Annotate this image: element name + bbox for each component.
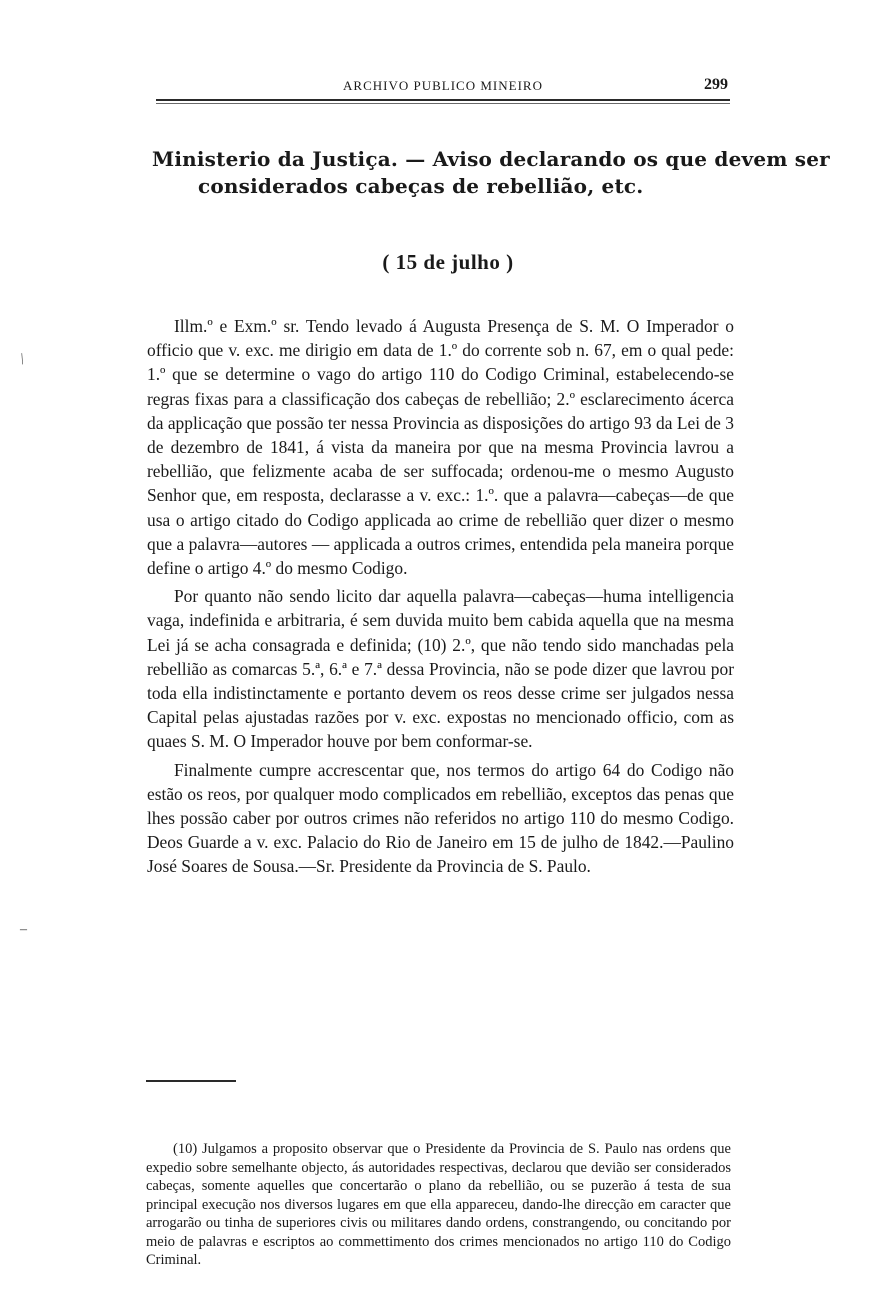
- running-header: [158, 78, 728, 98]
- body-paragraph: Finalmente cumpre accrescentar que, nos termos do artigo 64 do Codigo não estão os reos, por qualquer modo complicados em rebellião, exceptos das penas que lhes possão caber por outros crimes não referidos no artigo 110 do mesmo Codigo. Deos Guarde a v. exc. Palacio do Rio de Janeiro em 15 de julho de 1842.—Paulino José Soares de Sousa.—Sr. Presidente da Provincia de S. Paulo.: [147, 759, 734, 877]
- header-rule-thin: [156, 103, 730, 104]
- footnote-text: (10) Julgamos a proposito observar que o Presidente da Provincia de S. Paulo nas ordens que expedio sobre semelhante objecto, ás autoridades respectivas, declarou que devião ser considerados cabeças, somente aquelles que concertarão o plano da rebellião, ou se puzerão á testa de sua principal execução nos diversos lugares em que ella appareceu, dando-lhe direcção em caracter que arrogarão ou tinha de superiores civis ou militares dando ordens, constrangendo, ou concitando por meio de palavras e escriptos ao commettimento dos crimes mencionados no artigo 110 do Codigo Criminal.: [146, 1141, 731, 1268]
- page-number: 299: [704, 76, 728, 93]
- footnote-rule: [146, 1080, 236, 1082]
- article-body: [147, 314, 734, 879]
- margin-mark: –: [20, 922, 27, 937]
- body-paragraph: Illm.º e Exm.º sr. Tendo levado á Augusta Presença de S. M. O Imperador o officio que v. exc. me dirigio em data de 1.º do corrente sob n. 67, em o qual pede: 1.º que se determine o vago do artigo 110 do Codigo Criminal, estabelecendo-se regras fixas para a classificação dos cabeças de rebellião; 2.º esclarecimento ácerca da applicação que possão ter nessa Provincia as disposições do artigo 93 da Lei de 3 de dezembro de 1841, á vista da maneira por que na mesma Provincia lavrou a rebellião, que felizmente acaba de ser suffocada; ordenou-me o mesmo Augusto Senhor que, em resposta, declarasse a v. exc.: 1.º. que a palavra—cabeças—de que usa o artigo citado do Codigo applicada ao crime de rebellião quer dizer o mesmo que a palavra—autores — applicada a outros crimes, entendida pela maneira porque define o artigo 4.º do mesmo Codigo.: [147, 316, 734, 579]
- article-title: [152, 146, 830, 200]
- article-title-line-2: considerados cabeças de rebellião, etc.: [198, 174, 644, 198]
- article-title-line-1: Ministerio da Justiça. — Aviso declarando os que devem ser: [152, 147, 830, 171]
- article-date: ( 15 de julho ): [382, 250, 514, 274]
- running-title: ARCHIVO PUBLICO MINEIRO: [343, 78, 543, 93]
- header-rule: [156, 99, 730, 101]
- body-paragraph: Por quanto não sendo licito dar aquella palavra—cabeças—huma intelligencia vaga, indefinida e arbitraria, é sem duvida muito bem cabida aquella que na mesma Lei já se acha consagrada e definida; (10) 2.º, que não tendo sido manchadas pela rebellião as comarcas 5.ª, 6.ª e 7.ª dessa Provincia, não se pode dizer que lavrou por toda ella indistinctamente e portanto devem os reos desse crime ser julgados nessa Capital pelas ajustadas razões por v. exc. expostas no mencionado officio, com as quaes S. M. O Imperador houve por bem conformar-se.: [147, 586, 734, 752]
- footnote: [146, 1140, 731, 1270]
- margin-mark: ⁄: [17, 353, 29, 367]
